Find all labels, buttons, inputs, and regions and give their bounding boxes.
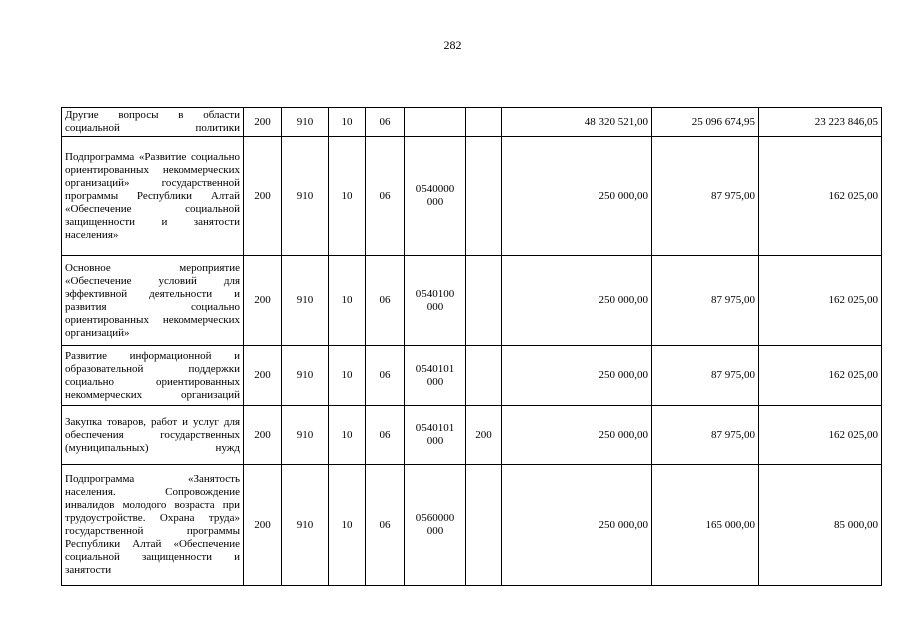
budget-table xyxy=(61,107,882,586)
expense-type-cell xyxy=(466,256,502,346)
amount-cell: 162 025,00 xyxy=(759,346,882,406)
ministry-code-cell: 910 xyxy=(282,256,329,346)
expense-type-cell xyxy=(466,346,502,406)
target-article-cell: 0540101 000 xyxy=(405,406,466,465)
code-cell: 200 xyxy=(244,406,282,465)
section-cell: 10 xyxy=(329,137,366,256)
subsection-cell: 06 xyxy=(366,108,405,137)
table-row xyxy=(62,465,882,586)
amount-cell: 250 000,00 xyxy=(502,406,652,465)
table-row xyxy=(62,256,882,346)
subsection-cell: 06 xyxy=(366,465,405,586)
row-name: Закупка товаров, работ и услуг для обеспечения государственных (муниципальных) нужд xyxy=(62,406,244,465)
amount-cell: 85 000,00 xyxy=(759,465,882,586)
code-cell: 200 xyxy=(244,137,282,256)
target-article-cell: 0540100 000 xyxy=(405,256,466,346)
page-number: 282 xyxy=(443,38,462,52)
section-cell: 10 xyxy=(329,465,366,586)
table-row xyxy=(62,137,882,256)
code-cell: 200 xyxy=(244,256,282,346)
ministry-code-cell: 910 xyxy=(282,406,329,465)
amount-cell: 87 975,00 xyxy=(652,346,759,406)
ministry-code-cell: 910 xyxy=(282,346,329,406)
expense-type-cell: 200 xyxy=(466,406,502,465)
target-article-cell: 0560000 000 xyxy=(405,465,466,586)
expense-type-cell xyxy=(466,465,502,586)
section-cell: 10 xyxy=(329,108,366,137)
amount-cell: 25 096 674,95 xyxy=(652,108,759,137)
row-name: Основное мероприятие «Обеспечение условий для эффективной деятельности и развития социально ориентированных некоммерческих организаций» xyxy=(62,256,244,346)
row-name: Развитие информационной и образовательной поддержки социально ориентированных некоммерческих организаций xyxy=(62,346,244,406)
amount-cell: 250 000,00 xyxy=(502,346,652,406)
amount-cell: 48 320 521,00 xyxy=(502,108,652,137)
row-name: Подпрограмма «Занятость населения. Сопровождение инвалидов молодого возраста при трудоустройстве. Охрана труда» государственной программы Республики Алтай «Обеспечение социальной защищенности и занятости xyxy=(62,465,244,586)
amount-cell: 250 000,00 xyxy=(502,137,652,256)
row-name: Другие вопросы в области социальной политики xyxy=(62,108,244,137)
subsection-cell: 06 xyxy=(366,137,405,256)
subsection-cell: 06 xyxy=(366,346,405,406)
amount-cell: 165 000,00 xyxy=(652,465,759,586)
subsection-cell: 06 xyxy=(366,406,405,465)
code-cell: 200 xyxy=(244,465,282,586)
table-row xyxy=(62,108,882,137)
ministry-code-cell: 910 xyxy=(282,137,329,256)
amount-cell: 162 025,00 xyxy=(759,406,882,465)
ministry-code-cell: 910 xyxy=(282,108,329,137)
table-row xyxy=(62,346,882,406)
section-cell: 10 xyxy=(329,346,366,406)
amount-cell: 250 000,00 xyxy=(502,256,652,346)
ministry-code-cell: 910 xyxy=(282,465,329,586)
expense-type-cell xyxy=(466,137,502,256)
amount-cell: 87 975,00 xyxy=(652,137,759,256)
code-cell: 200 xyxy=(244,346,282,406)
code-cell: 200 xyxy=(244,108,282,137)
section-cell: 10 xyxy=(329,256,366,346)
amount-cell: 87 975,00 xyxy=(652,256,759,346)
amount-cell: 23 223 846,05 xyxy=(759,108,882,137)
amount-cell: 162 025,00 xyxy=(759,256,882,346)
amount-cell: 250 000,00 xyxy=(502,465,652,586)
amount-cell: 87 975,00 xyxy=(652,406,759,465)
section-cell: 10 xyxy=(329,406,366,465)
target-article-cell: 0540000 000 xyxy=(405,137,466,256)
amount-cell: 162 025,00 xyxy=(759,137,882,256)
subsection-cell: 06 xyxy=(366,256,405,346)
target-article-cell xyxy=(405,108,466,137)
row-name: Подпрограмма «Развитие социально ориентированных некоммерческих организаций» государственной программы Республики Алтай «Обеспечение социальной защищенности и занятости населения» xyxy=(62,137,244,256)
expense-type-cell xyxy=(466,108,502,137)
table-row xyxy=(62,406,882,465)
target-article-cell: 0540101 000 xyxy=(405,346,466,406)
